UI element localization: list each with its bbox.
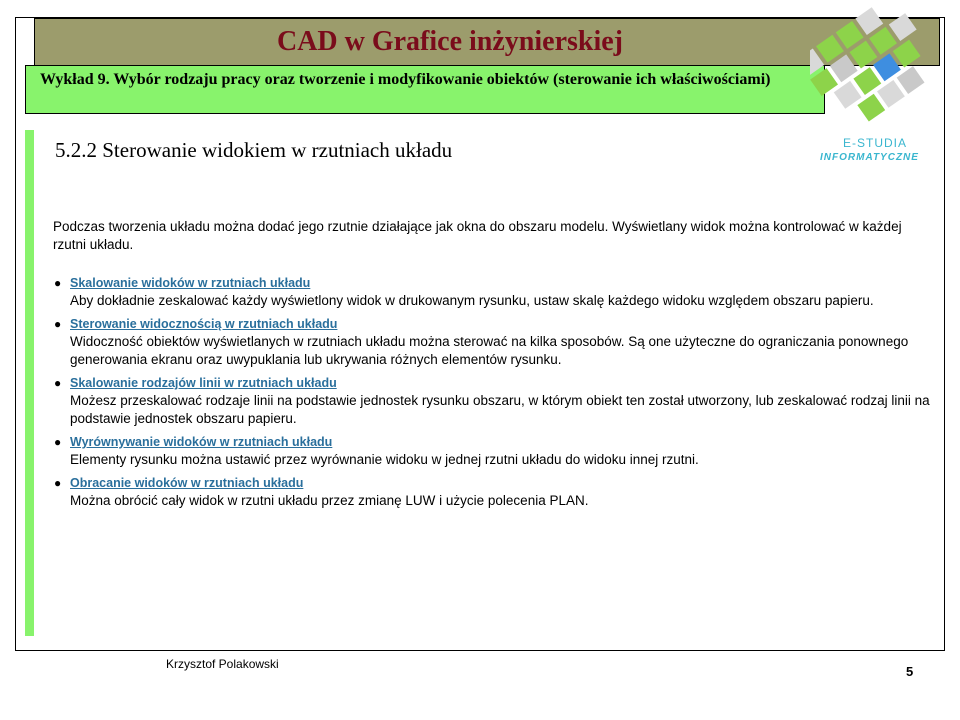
bullet-icon: ● (54, 317, 62, 331)
topic-description: Widoczność obiektów wyświetlanych w rzutniach układu można sterować na kilka sposobów. Są one użyteczne do ograniczania ponownego generowania ekranu oraz uwypuklania lub ukrywania różnych elementów rysunku. (70, 334, 909, 367)
logo-text-e-studia: E-STUDIA (842, 136, 907, 150)
list-item (50, 374, 942, 428)
topic-description: Możesz przeskalować rodzaje linii na podstawie jednostek rysunku obszaru, w którym obiekt ten został utworzony, lub zeskalować rodzaj linii na podstawie jednostek obszaru papieru. (70, 393, 930, 426)
footer-author: Krzysztof Polakowski (166, 657, 279, 671)
topic-description: Elementy rysunku można ustawić przez wyrównanie widoku w jednej rzutni układu do widoku innej rzutni. (70, 452, 699, 467)
topic-description: Aby dokładnie zeskalować każdy wyświetlony widok w drukowanym rysunku, ustaw skalę każdego widoku względem obszaru papieru. (70, 293, 874, 308)
e-studia-logo-icon (810, 5, 945, 130)
link-wyrownywanie-widokow[interactable]: Wyrównywanie widoków w rzutniach układu (70, 435, 333, 449)
list-item (50, 274, 942, 310)
bullet-icon: ● (54, 276, 62, 290)
section-heading: 5.2.2 Sterowanie widokiem w rzutniach układu (55, 138, 453, 162)
list-item (50, 474, 942, 510)
link-sterowanie-widocznoscia[interactable]: Sterowanie widocznością w rzutniach układu (70, 317, 338, 331)
page-number: 5 (906, 664, 914, 679)
bullet-icon: ● (54, 435, 62, 449)
bullet-icon: ● (54, 376, 62, 390)
topic-description: Można obrócić cały widok w rzutni układu przez zmianę LUW i użycie polecenia PLAN. (70, 493, 589, 508)
slide-title: CAD w Grafice inżynierskiej (276, 26, 624, 57)
topic-list (50, 274, 942, 515)
intro-paragraph: Podczas tworzenia układu można dodać jego rzutnie działające jak okna do obszaru modelu. Wyświetlany widok można kontrolować w każdej rzutni układu. (53, 219, 902, 252)
list-item (50, 315, 942, 369)
lecture-subtitle: Wykład 9. Wybór rodzaju pracy oraz tworzenie i modyfikowanie obiektów (sterowanie ich właściwościami) (40, 71, 771, 88)
link-skalowanie-widokow[interactable]: Skalowanie widoków w rzutniach układu (70, 276, 311, 290)
left-accent-strip (25, 130, 34, 636)
link-skalowanie-rodzajow-linii[interactable]: Skalowanie rodzajów linii w rzutniach układu (70, 376, 337, 390)
bullet-icon: ● (54, 476, 62, 490)
link-obracanie-widokow[interactable]: Obracanie widoków w rzutniach układu (70, 476, 304, 490)
list-item (50, 433, 942, 469)
logo-text-informatyczne: INFORMATYCZNE (820, 152, 919, 163)
